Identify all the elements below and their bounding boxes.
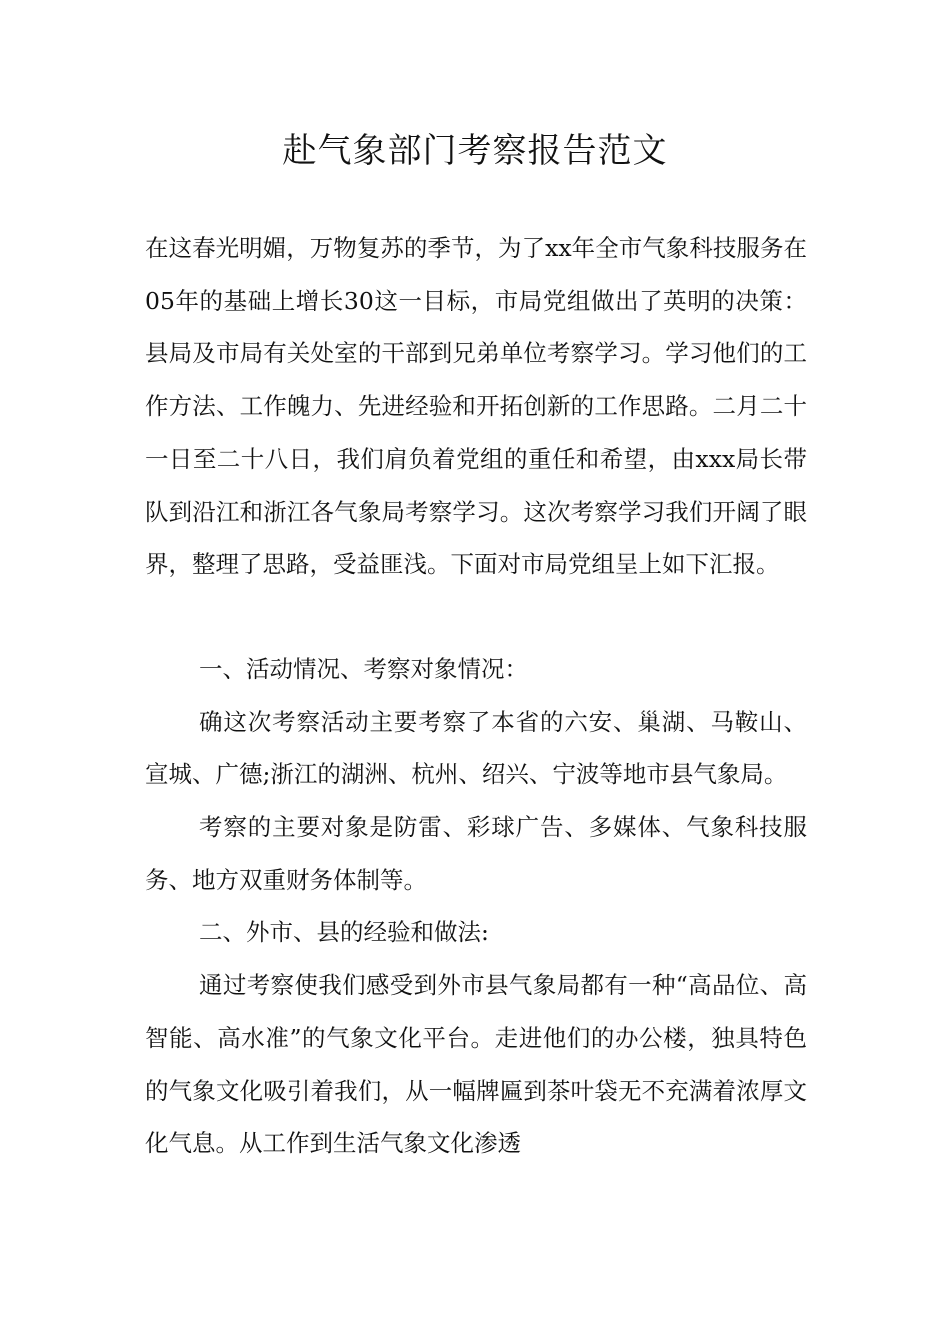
document-title: 赴气象部门考察报告范文 [282, 131, 668, 171]
section-heading-1: 一、活动情况、考察对象情况： [199, 654, 529, 683]
activity-paragraph: 确这次考察活动主要考察了本省的六安、巢湖、马鞍山、宣城、广德;浙江的湖洲、杭州、绍兴、宁波等地市县气象局。 [145, 707, 807, 789]
objects-paragraph: 考察的主要对象是防雷、彩球广告、多媒体、气象科技服务、地方双重财务体制等。 [145, 813, 807, 894]
experience-paragraph: 通过考察使我们感受到外市县气象局都有一种“高品位、高智能、高水准”的气象文化平台。走进他们的办公楼，独具特色的气象文化吸引着我们，从一幅牌匾到茶叶袋无不充满着浓厚文化气息。从工作到生活气象文化渗透 [145, 971, 807, 1158]
paragraph-gap [145, 591, 807, 643]
intro-paragraph: 在这春光明媚，万物复苏的季节，为了xx年全市气象科技服务在05年的基础上增长30这一目标，市局党组做出了英明的决策：县局及市局有关处室的干部到兄弟单位考察学习。学习他们的工作方法、工作魄力、先进经验和开拓创新的工作思路。二月二十一日至二十八日，我们肩负着党组的重任和希望，由xxx局长带队到沿江和浙江各气象局考察学习。这次考察学习我们开阔了眼界，整理了思路，受益匪浅。下面对市局党组呈上如下汇报。 [145, 234, 807, 579]
document-body [145, 222, 807, 1170]
section-heading-2: 二、外市、县的经验和做法: [199, 918, 489, 947]
